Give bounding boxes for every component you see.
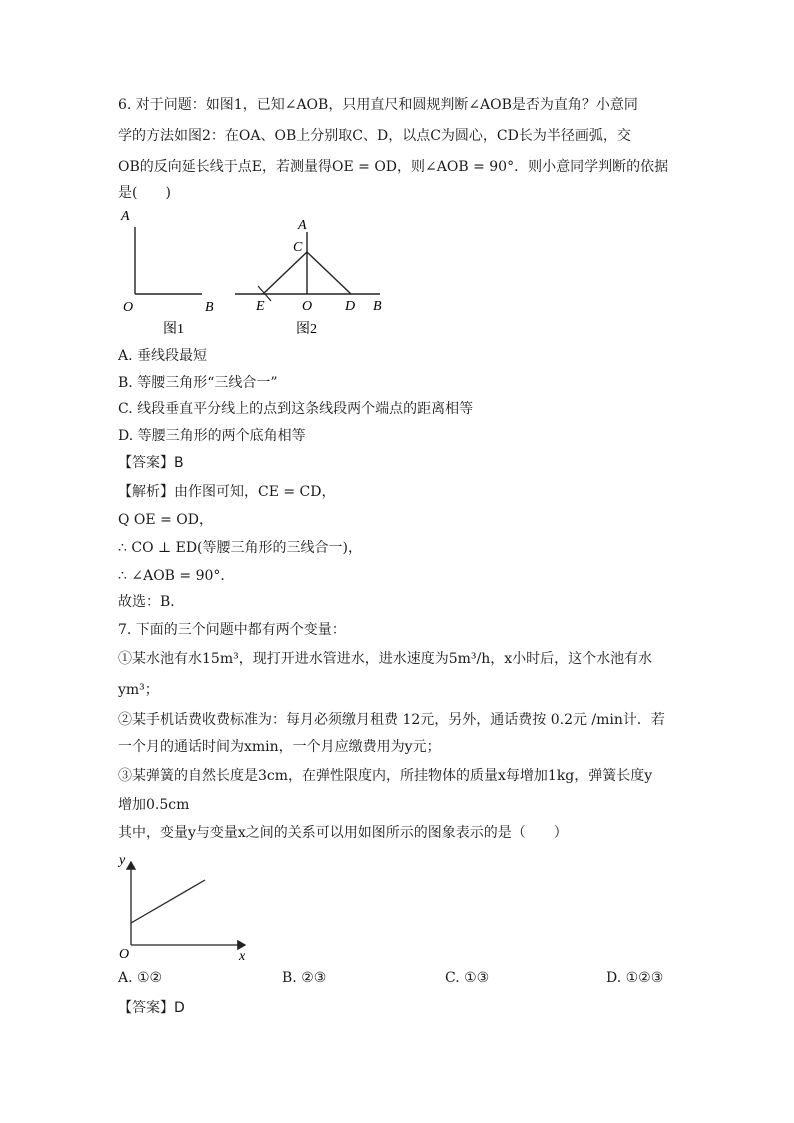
q7-option-a: A. ①②: [118, 970, 163, 986]
label-d: D: [345, 299, 356, 314]
label-e: E: [256, 299, 265, 314]
label-o: O: [123, 300, 134, 315]
x-axis-label: x: [239, 949, 246, 962]
q6-analysis-line-4: ∴ ∠AOB = 90°．: [118, 568, 235, 584]
label-b: B: [205, 300, 214, 315]
q6-option-b: B. 等腰三角形“三线合一”: [118, 375, 278, 391]
q6-analysis-line-2: Q OE = OD，: [118, 512, 213, 528]
label-b: B: [373, 299, 382, 314]
origin-label: O: [119, 947, 130, 962]
q6-option-c: C. 线段垂直平分线上的点到这条线段两个端点的距离相等: [118, 401, 474, 417]
q6-stem-line-1: 6. 对于问题：如图1，已知∠AOB，只用直尺和圆规判断∠AOB是否为直角？小意同: [118, 97, 638, 113]
q7-item-1-line-1: ①某水池有水15m³，现打开进水管进水，进水速度为5m³/h，x小时后，这个水池有水: [118, 651, 653, 667]
q6-option-a: A. 垂线段最短: [118, 348, 208, 364]
q7-option-b: B. ②③: [282, 970, 327, 986]
q7-intro: 7. 下面的三个问题中都有两个变量：: [118, 622, 346, 638]
q7-question: 其中，变量y与变量x之间的关系可以用如图所示的图象表示的是（ ）: [118, 825, 568, 841]
graph-line: [131, 880, 205, 923]
q7-item-2-line-2: 一个月的通话时间为xmin，一个月应缴费用为y元；: [118, 739, 441, 755]
q7-item-3-line-2: 增加0.5cm: [118, 797, 190, 813]
label-a: A: [121, 209, 130, 224]
q6-option-d: D. 等腰三角形的两个底角相等: [118, 428, 306, 444]
y-axis-label: y: [119, 853, 126, 868]
figure-1-caption: 图1: [163, 322, 184, 337]
q7-item-1-line-2: ym³；: [118, 682, 159, 698]
q6-answer: 【答案】B: [118, 455, 184, 471]
q6-stem-line-2: 学的方法如图2：在OA、OB上分别取C、D，以点C为圆心，CD长为半径画弧，交: [118, 128, 631, 144]
linear-graph: [115, 850, 255, 962]
q7-option-c: C. ①③: [445, 970, 490, 986]
segment-ce: [263, 252, 307, 294]
q6-stem-line-4: 是( ): [118, 185, 171, 201]
figure-1: [115, 205, 225, 340]
q7-answer: 【答案】D: [118, 1000, 185, 1016]
label-a: A: [298, 218, 307, 233]
q7-item-3-line-1: ③某弹簧的自然长度是3cm，在弹性限度内，所挂物体的质量x每增加1kg，弹簧长度y: [118, 768, 653, 784]
q6-analysis-line-3: ∴ CO ⊥ ED(等腰三角形的三线合一)，: [118, 540, 362, 556]
figure-2: [230, 212, 395, 342]
label-c: C: [293, 240, 303, 255]
q6-stem-line-3: OB的反向延长线于点E，若测量得OE = OD，则∠AOB = 90°．则小意同学判断的依据: [118, 159, 669, 175]
label-o: O: [302, 299, 313, 314]
q7-item-2-line-1: ②某手机话费收费标准为：每月必须缴月租费 12元，另外，通话费按 0.2元 /min计．若: [118, 712, 665, 728]
segment-cd: [307, 252, 351, 294]
q6-analysis-line-5: 故选：B．: [118, 594, 185, 610]
figure-2-caption: 图2: [296, 322, 317, 337]
q6-analysis-line-1: 【解析】由作图可知，CE = CD，: [118, 484, 336, 500]
q7-option-d: D. ①②③: [606, 970, 664, 986]
